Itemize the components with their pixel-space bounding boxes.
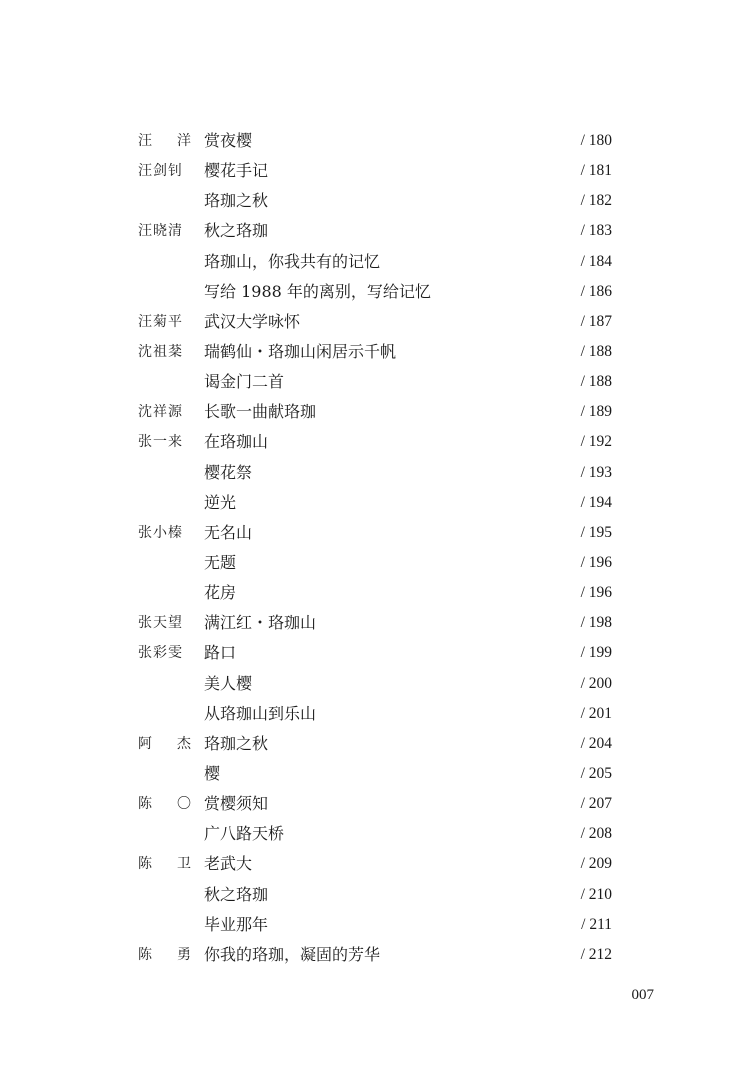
toc-title: 珞珈之秋 — [204, 733, 269, 753]
toc-entry — [0, 638, 750, 668]
toc-entry — [0, 367, 750, 397]
toc-author — [138, 944, 192, 966]
toc-page-number: / 196 — [580, 553, 612, 571]
toc-page-number: / 201 — [580, 704, 612, 722]
toc-entry — [0, 880, 750, 910]
toc-title: 花房 — [204, 583, 237, 603]
toc-page-number: / 209 — [580, 855, 612, 873]
toc-page-number: / 211 — [581, 915, 612, 933]
toc-title: 樱 — [204, 763, 221, 783]
toc-entry — [0, 216, 750, 246]
toc-title: 满江红・珞珈山 — [204, 613, 317, 633]
toc-entry — [0, 156, 750, 186]
toc-author-char: 阿 — [138, 735, 153, 752]
toc-page-number: / 195 — [580, 523, 612, 541]
toc-entry — [0, 789, 750, 819]
toc-page-number: / 183 — [580, 222, 612, 240]
toc-page-number: / 205 — [580, 764, 612, 782]
toc-entry — [0, 247, 750, 277]
toc-entry — [0, 699, 750, 729]
toc-title: 从珞珈山到乐山 — [204, 703, 317, 723]
toc-title: 无题 — [204, 552, 237, 572]
toc-author-char: 汪 — [138, 133, 153, 149]
toc-page-number: / 194 — [580, 493, 612, 511]
toc-title: 广八路天桥 — [204, 824, 285, 844]
toc-entry — [0, 548, 750, 578]
toc-entry — [0, 126, 750, 156]
toc-title: 珞珈之秋 — [204, 191, 269, 211]
toc-title: 珞珈山，你我共有的记忆 — [204, 251, 381, 271]
toc-author: 汪晓清 — [138, 223, 183, 240]
toc-entry — [0, 578, 750, 608]
toc-page-number: / 212 — [580, 945, 612, 963]
toc-entry — [0, 277, 750, 307]
toc-entry — [0, 759, 750, 789]
toc-page-number: / 208 — [580, 825, 612, 843]
toc-title: 路口 — [204, 643, 237, 663]
toc-page-number: / 182 — [580, 192, 612, 210]
toc-page-number: / 199 — [580, 644, 612, 662]
toc-page-number: / 188 — [580, 373, 612, 391]
toc-page-number: / 207 — [580, 795, 612, 813]
toc-entry — [0, 910, 750, 940]
toc-entry — [0, 940, 750, 970]
toc-entry — [0, 669, 750, 699]
toc-title: 长歌一曲献珞珈 — [204, 402, 317, 422]
toc-author-char: 洋 — [177, 133, 192, 149]
toc-entry — [0, 427, 750, 457]
toc-author-char: 〇 — [177, 796, 192, 813]
toc-author: 张彩雯 — [138, 645, 183, 662]
toc-page-number: / 188 — [580, 342, 612, 360]
toc-author-char: 杰 — [177, 735, 192, 752]
toc-page-number: / 200 — [580, 674, 612, 692]
toc-entry — [0, 397, 750, 427]
toc-page-number: / 210 — [580, 885, 612, 903]
toc-page-number: / 204 — [580, 734, 612, 752]
toc-page-number: / 187 — [580, 312, 612, 330]
toc-title: 写给 1988 年的离别，写给记忆 — [204, 281, 431, 301]
table-of-contents — [0, 126, 750, 970]
toc-entry — [0, 819, 750, 849]
toc-entry — [0, 518, 750, 548]
toc-author-char: 陈 — [138, 856, 153, 873]
toc-author — [138, 793, 192, 815]
toc-author-char: 陈 — [138, 796, 153, 813]
toc-title: 赏樱须知 — [204, 794, 269, 814]
toc-title: 樱花手记 — [204, 161, 269, 181]
toc-author: 张一来 — [138, 434, 183, 451]
toc-entry — [0, 307, 750, 337]
toc-entry — [0, 186, 750, 216]
toc-author-char: 陈 — [138, 946, 153, 963]
toc-author-char: 勇 — [177, 946, 192, 963]
toc-title: 武汉大学咏怀 — [204, 311, 301, 331]
toc-page-number: / 184 — [580, 252, 612, 270]
toc-title: 老武大 — [204, 854, 253, 874]
toc-title: 毕业那年 — [204, 914, 269, 934]
toc-entry — [0, 458, 750, 488]
page-number: 007 — [631, 987, 654, 1003]
toc-page-number: / 189 — [580, 403, 612, 421]
toc-title: 逆光 — [204, 492, 237, 512]
toc-author: 沈祖棻 — [138, 343, 183, 360]
toc-entry — [0, 729, 750, 759]
toc-author: 汪剑钊 — [138, 163, 183, 180]
toc-title: 瑞鹤仙・珞珈山闲居示千帆 — [204, 341, 397, 361]
toc-title: 樱花祭 — [204, 462, 253, 482]
toc-entry — [0, 608, 750, 638]
toc-title: 在珞珈山 — [204, 432, 269, 452]
toc-page-number: / 196 — [580, 584, 612, 602]
toc-page-number: / 198 — [580, 614, 612, 632]
toc-entry — [0, 337, 750, 367]
toc-author: 张小榛 — [138, 524, 183, 541]
toc-page-number: / 186 — [580, 282, 612, 300]
toc-title: 谒金门二首 — [204, 372, 285, 392]
toc-title: 无名山 — [204, 522, 253, 542]
toc-author — [138, 130, 192, 152]
toc-page-number: / 180 — [580, 132, 612, 149]
toc-author: 沈祥源 — [138, 404, 183, 421]
toc-entry — [0, 488, 750, 518]
toc-title: 你我的珞珈，凝固的芳华 — [204, 944, 381, 964]
toc-page-number: / 193 — [580, 463, 612, 481]
toc-author — [138, 733, 192, 755]
toc-entry — [0, 849, 750, 879]
toc-author-char: 卫 — [177, 856, 192, 873]
toc-page-number: / 181 — [580, 162, 612, 180]
toc-title: 赏夜樱 — [204, 131, 253, 150]
toc-title: 秋之珞珈 — [204, 884, 269, 904]
toc-author: 张天望 — [138, 615, 183, 632]
toc-author — [138, 853, 192, 875]
toc-page-number: / 192 — [580, 433, 612, 451]
toc-author: 汪菊平 — [138, 313, 183, 330]
toc-title: 秋之珞珈 — [204, 221, 269, 241]
toc-title: 美人樱 — [204, 673, 253, 693]
